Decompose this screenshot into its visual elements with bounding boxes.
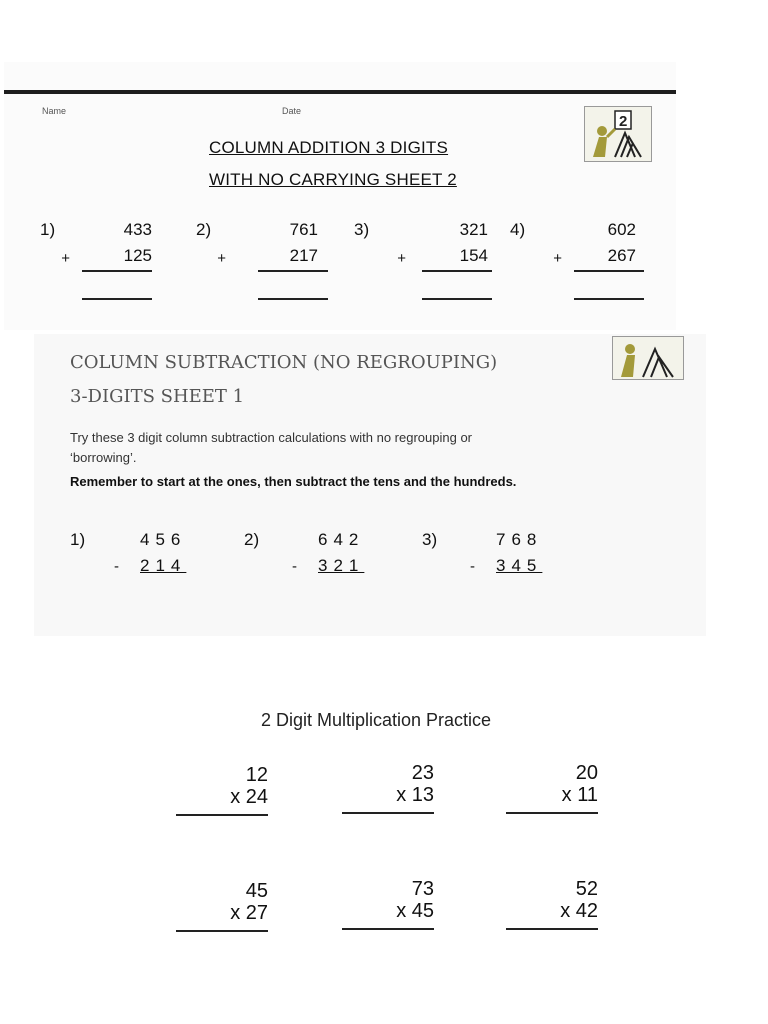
plus-sign: +	[61, 250, 70, 267]
math-logo-icon	[585, 107, 651, 161]
answer-line	[574, 298, 644, 300]
multiplier: x 24	[230, 786, 268, 808]
subtrahend: 214	[140, 556, 187, 575]
multiplier: x 42	[560, 900, 598, 922]
sum-line	[258, 270, 328, 272]
addition-problem-1	[40, 220, 200, 310]
minus-sign: -	[470, 558, 475, 575]
multiplication-problem-1	[176, 764, 286, 824]
problem-number: 2)	[244, 530, 260, 549]
addition-problem-3	[354, 220, 514, 310]
instruction-line2: ‘borrowing’.	[70, 450, 137, 465]
answer-line	[176, 930, 268, 932]
problem-number: 4)	[510, 220, 526, 239]
top-addend: 602	[607, 220, 636, 239]
sum-line	[422, 270, 492, 272]
problem-number: 3)	[354, 220, 370, 239]
instruction-line1: Try these 3 digit column subtraction calculations with no regrouping or	[70, 430, 473, 445]
instruction-reminder: Remember to start at the ones, then subtract the tens and the hundreds.	[70, 474, 517, 489]
worksheet-logo	[612, 336, 684, 380]
multiplication-worksheet	[0, 702, 752, 978]
logo-digit: 2	[619, 113, 628, 130]
top-addend: 761	[289, 220, 318, 239]
top-addend: 321	[459, 220, 488, 239]
multiplication-problem-3	[506, 762, 616, 822]
header-rule	[4, 90, 676, 94]
addition-problem-2	[196, 220, 356, 310]
subtraction-problem-2	[244, 530, 414, 590]
multiplier: x 11	[561, 784, 598, 806]
answer-line	[176, 814, 268, 816]
multiplicand: 20	[575, 762, 598, 784]
top-addend: 433	[123, 220, 152, 239]
bottom-addend: 125	[123, 246, 152, 265]
multiplication-problem-2	[342, 762, 452, 822]
multiplication-problem-6	[506, 878, 616, 938]
multiplicand: 45	[245, 880, 268, 902]
answer-line	[506, 928, 598, 930]
math-logo-icon	[613, 337, 683, 379]
multiplication-problem-4	[176, 880, 286, 940]
minuend: 768	[496, 530, 543, 549]
multiplicand: 23	[411, 762, 434, 784]
answer-line	[342, 812, 434, 814]
addition-problem-4	[510, 220, 670, 310]
plus-sign: +	[397, 250, 406, 267]
multiplier: x 45	[396, 900, 434, 922]
worksheet-title-line1: COLUMN SUBTRACTION (NO REGROUPING)	[70, 352, 498, 373]
sum-line	[82, 270, 152, 272]
minus-sign: -	[292, 558, 297, 575]
multiplication-problem-5	[342, 878, 452, 938]
subtrahend: 345	[496, 556, 543, 575]
worksheet-title-line1: COLUMN ADDITION 3 DIGITS	[209, 138, 449, 157]
problem-number: 1)	[70, 530, 86, 549]
worksheet-logo	[584, 106, 652, 162]
bottom-addend: 154	[459, 246, 488, 265]
answer-line	[342, 928, 434, 930]
addition-worksheet	[4, 62, 676, 330]
multiplicand: 12	[245, 764, 268, 786]
minuend: 456	[140, 530, 187, 549]
plus-sign: +	[553, 250, 562, 267]
answer-line	[258, 298, 328, 300]
problem-number: 1)	[40, 220, 56, 239]
answer-line	[422, 298, 492, 300]
minus-sign: -	[114, 558, 119, 575]
name-label: Name	[42, 106, 67, 116]
sum-line	[574, 270, 644, 272]
multiplier: x 27	[230, 902, 268, 924]
bottom-addend: 217	[289, 246, 318, 265]
problem-number: 3)	[422, 530, 438, 549]
problem-number: 2)	[196, 220, 212, 239]
bottom-addend: 267	[607, 246, 636, 265]
multiplicand: 52	[575, 878, 598, 900]
answer-line	[506, 812, 598, 814]
multiplier: x 13	[396, 784, 434, 806]
subtrahend: 321	[318, 556, 365, 575]
plus-sign: +	[217, 250, 226, 267]
subtraction-problem-3	[422, 530, 592, 590]
subtraction-worksheet	[34, 334, 706, 636]
subtraction-problem-1	[70, 530, 240, 590]
worksheet-title-line2: WITH NO CARRYING SHEET 2	[209, 170, 457, 189]
minuend: 642	[318, 530, 365, 549]
worksheet-title-line2: 3-DIGITS SHEET 1	[70, 386, 245, 407]
multiplicand: 73	[411, 878, 434, 900]
worksheet-title: 2 Digit Multiplication Practice	[260, 710, 492, 730]
date-label: Date	[282, 106, 302, 116]
answer-line	[82, 298, 152, 300]
